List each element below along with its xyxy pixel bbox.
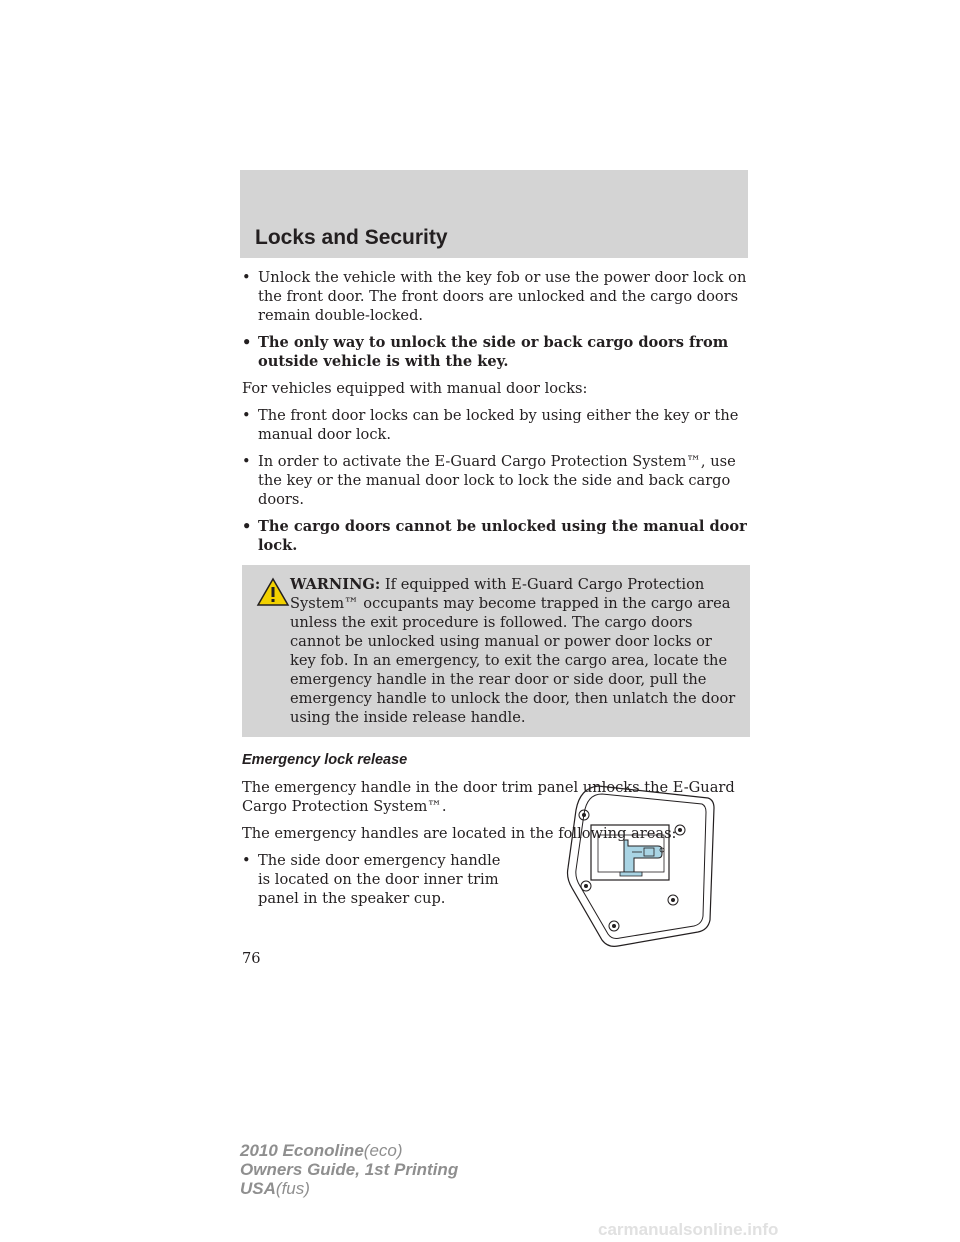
bullet-dot: • <box>242 852 251 869</box>
section-heading: Emergency lock release <box>242 752 408 768</box>
footer-model: 2010 Econoline <box>240 1141 364 1160</box>
bullet-dot: • <box>242 334 252 351</box>
bullet-dot: • <box>242 518 252 535</box>
bullet-text: In order to activate the E-Guard Cargo Protection System™, use the key or the manual door lock to lock the side and back cargo doors. <box>258 453 736 508</box>
footer-line <box>240 1141 458 1160</box>
page-number: 76 <box>242 950 261 967</box>
footer-market: USA <box>240 1179 276 1198</box>
bullet-dot: • <box>242 453 251 470</box>
warning-box <box>242 565 750 737</box>
bullet-dot: • <box>242 407 251 424</box>
warning-text <box>242 575 742 727</box>
bullet-item <box>242 333 750 371</box>
bullet-item <box>242 406 750 444</box>
bullet-item <box>242 851 503 908</box>
watermark: carmanualsonline.info <box>598 1220 779 1239</box>
section-para: The emergency handle in the door trim panel unlocks the E-Guard Cargo Protection System™. <box>242 779 735 815</box>
bullet-item <box>242 268 750 325</box>
manual-intro: For vehicles equipped with manual door locks: <box>242 380 588 397</box>
bullet-item <box>242 452 750 509</box>
speaker-cup-handle-illustration <box>558 780 716 948</box>
bullet-dot: • <box>242 269 251 286</box>
bullet-item <box>242 517 750 555</box>
bullet-text: The side door emergency handle is located on the door inner trim panel in the speaker cup. <box>258 852 501 907</box>
bullet-text: The front door locks can be locked by using either the key or the manual door lock. <box>258 407 739 443</box>
bullet-text: The only way to unlock the side or back cargo doors from outside vehicle is with the key. <box>258 334 729 370</box>
footer-guide: Owners Guide, 1st Printing <box>240 1160 459 1179</box>
page-section-title: Locks and Security <box>255 226 448 249</box>
warning-body: If equipped with E-Guard Cargo Protection System™ occupants may become trapped in the cargo area unless the exit procedure is followed. The cargo doors cannot be unlocked using manual or power door locks or key fob. In an emergency, to exit the cargo area, locate the emergency handle in the rear door or side door, pull the emergency handle to unlock the door, then unlatch the door using the inside release handle. <box>290 576 736 726</box>
footer-line <box>240 1179 458 1198</box>
bullet-text: Unlock the vehicle with the key fob or use the power door lock on the front door. The front doors are unlocked and the cargo doors remain double-locked. <box>258 269 747 324</box>
section-para: The emergency handles are located in the following areas: <box>242 825 677 842</box>
footer-market-code: (fus) <box>275 1179 310 1198</box>
footer-model-code: (eco) <box>363 1141 403 1160</box>
footer <box>240 1141 458 1198</box>
warning-label: WARNING: <box>290 576 381 593</box>
warning-triangle-icon <box>256 577 290 607</box>
bullet-text: The cargo doors cannot be unlocked using the manual door lock. <box>258 518 747 554</box>
